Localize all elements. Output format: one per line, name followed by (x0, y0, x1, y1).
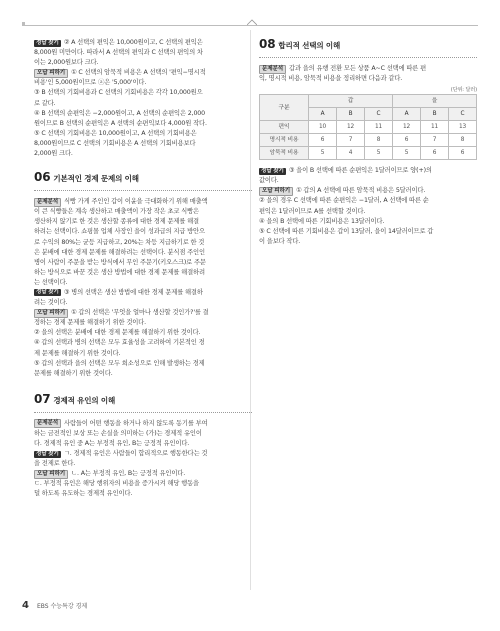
section-number: 08 (259, 37, 276, 51)
table-cell: 7 (337, 134, 365, 147)
table-cell: 5 (365, 147, 393, 160)
table-group-header: 갑 (309, 95, 393, 108)
table-cell: 5 (309, 147, 337, 160)
table-cell: 7 (421, 134, 449, 147)
table-cell: 5 (393, 147, 421, 160)
table-cell: 8 (365, 134, 393, 147)
table-sub-header: C (365, 108, 393, 121)
table-row (260, 121, 477, 134)
section-title: 합리적 선택의 이해 (278, 41, 341, 50)
table-sub-header: B (337, 108, 365, 121)
wrong-tag: 오답 피하기 (34, 470, 68, 479)
row-label: 편익 (260, 121, 309, 134)
section-title: 경제적 유인의 이해 (53, 395, 116, 405)
section-title: 기본적인 경제 문제의 이해 (53, 174, 139, 184)
wrong-tag: 오답 피하기 (34, 309, 68, 318)
page-number: 4 (22, 600, 29, 611)
wrong-block-07: 오답 피하기 ㄴ. A는 부정적 유인, B는 긍정적 유인이다. ㄷ. 부정적 유인은 해당 행위자의 비용을 증가시켜 해당 행동을 덜 하도록 유도하는 경제적 유인이다. (34, 470, 199, 498)
section-number: 06 (34, 170, 51, 185)
answer-tag: 정답 찾기 (36, 289, 59, 296)
table-cell: 10 (309, 121, 337, 134)
unit-label: (단위: 달러) (450, 87, 477, 94)
table-sub-header: C (449, 108, 477, 121)
section-rule (34, 412, 252, 413)
analysis-tag: 문제분석 (34, 198, 61, 207)
table-group-header: 을 (393, 95, 477, 108)
table-row (260, 147, 477, 160)
wrong-block-05: 오답 피하기 ① C 선택의 암묵적 비용은 A 선택의 '편익−명시적 비용'인 5,000원이므로 ⓐ은 '5,000'이다. ③ B 선택의 기회비용과 C 선택의 기회비용은 각각 10,000원으 로 같다. ④ B 선택의 순편익은 −2,000원이고, A 선택의 순편익은 2,000 원이므로 B 선택의 순편익은 A 선택의 순편익보다 4,000원 작다. ⑤ C 선택의 기회비용은 10,000원이고, A 선택의 기회비용은 8,000원이므로 C 선택의 기회비용은 A 선택의 기회비용보다 2,000원 크다. (34, 69, 207, 158)
table-cell: 12 (393, 121, 421, 134)
analysis-tag: 문제분석 (259, 65, 286, 74)
analysis-tag: 문제분석 (34, 419, 61, 428)
section-heading-07 (34, 393, 252, 407)
answer-block-05: 정답 찾기 ② A 선택의 편익은 10,000원이고, C 선택의 편익은 8,000원 미만이다. 따라서 A 선택의 편익과 C 선택의 편익의 차 이는 2,000원보다 크다. (34, 39, 203, 67)
answer-block-07: 정답 찾기 ㄱ. 경제적 유인은 사람들이 합리적으로 행동한다는 것 을 전제로 한다. (34, 450, 208, 468)
answer-tag: 정답 찾기 (36, 39, 59, 46)
table-cell: 6 (309, 134, 337, 147)
table-cell: 12 (337, 121, 365, 134)
section-heading-08 (259, 38, 477, 52)
book-title: EBS 수능특강 경제 (36, 603, 88, 610)
table-sub-header: B (421, 108, 449, 121)
right-column (259, 38, 477, 247)
table-cell: 4 (337, 147, 365, 160)
analysis-block-06: 문제분석 식빵 가게 주인인 갑이 이윤을 극대화하기 위해 매출액 이 큰 식빵들은 계속 생산하고 매출액이 가장 작은 초코 식빵은 생산하지 않기로 한 것은 생산할 종류에 대한 경제 문제를 해결 하려는 선택이다. 쇼핑몰 업체 사장인 을이 성과급의 지급 방안으 로 수익의 80%는 균등 지급하고, 20%는 차등 지급하기로 한 것 은 분배에 대한 경제 문제를 해결하려는 선택이다. 분식점 주인인 병이 사람이 주문을 받는 방식에서 무인 주문기(키오스크)로 주문 하는 방식으로 바꾼 것은 생산 방법에 대한 경제 문제를 해결하려 는 선택이다. (34, 198, 208, 286)
wrong-tag: 오답 피하기 (259, 187, 293, 196)
wrong-block-06: 오답 피하기 ① 갑의 선택은 '무엇을 얼마나 생산할 것인가?'를 결 정하는 경제 문제를 해결하기 위한 것이다. ② 을의 선택은 분배에 대한 경제 문제를 해결하기 위한 것이다. ④ 갑의 선택과 병의 선택은 모두 효율성을 고려하여 기본적인 경 제 문제를 해결하기 위한 것이다. ⑤ 갑의 선택과 을의 선택은 모두 희소성으로 인해 발생하는 경제 문제를 해결하기 위한 것이다. (34, 309, 209, 377)
table-cell: 6 (393, 134, 421, 147)
table-cell: 8 (449, 134, 477, 147)
row-label: 명시적 비용 (260, 134, 309, 147)
analysis-block-08: 문제분석 갑과 을의 유행 전환 모든 상품 A~C 선택에 따른 편 익, 명시적 비용, 암묵적 비용을 정리하면 다음과 같다. (259, 65, 427, 83)
table-cell: 11 (421, 121, 449, 134)
table-cell: 11 (365, 121, 393, 134)
table-corner-header: 구분 (260, 95, 309, 121)
answer-block-06: 정답 찾기 ③ 병의 선택은 생산 방법에 대한 경제 문제를 해결하 려는 것이다. (34, 288, 203, 307)
section-number: 07 (34, 391, 51, 406)
section-heading-06 (34, 171, 252, 185)
section-rule (259, 57, 477, 58)
answer-tag: 정답 찾기 (36, 450, 59, 457)
answer-tag: 정답 찾기 (261, 167, 284, 174)
table-sub-header: A (309, 108, 337, 121)
corner-notch-icon (247, 17, 257, 27)
answer-block-08: 정답 찾기 ③ 을이 B 선택에 따른 순편익은 1달러이므로 양(+)의 값이다. (259, 167, 432, 185)
page-footer (22, 600, 87, 611)
wrong-tag: 오답 피하기 (34, 69, 68, 78)
wrong-block-08: 오답 피하기 ① 갑의 A 선택에 따른 암묵적 비용은 5달러이다. ② 을의 경우 C 선택에 따른 순편익은 −1달러, A 선택에 따른 순 편익은 1달러이므로 A를 선택할 것이다. ④ 을의 B 선택에 따른 기회비용은 13달러이다. ⑤ C 선택에 따른 기회비용은 갑이 13달러, 을이 14달러이므로 갑 이 을보다 작다. (259, 187, 434, 245)
analysis-block-07: 문제분석 사람들이 어떤 행동을 하거나 하지 않도록 동기를 부여 하는 금전적인 보상 또는 손실을 의미하는 (가)는 경제적 유인이 다. 경제적 유인 중 A는 부정적 유인, B는 긍정적 유인이다. (34, 419, 208, 447)
table-sub-header: A (393, 108, 421, 121)
choice-table (259, 94, 477, 160)
table-cell: 6 (449, 147, 477, 160)
left-column (34, 38, 252, 500)
table-cell: 13 (449, 121, 477, 134)
table-row (260, 134, 477, 147)
table-cell: 6 (421, 147, 449, 160)
row-label: 암묵적 비용 (260, 147, 309, 160)
section-rule (34, 190, 252, 191)
